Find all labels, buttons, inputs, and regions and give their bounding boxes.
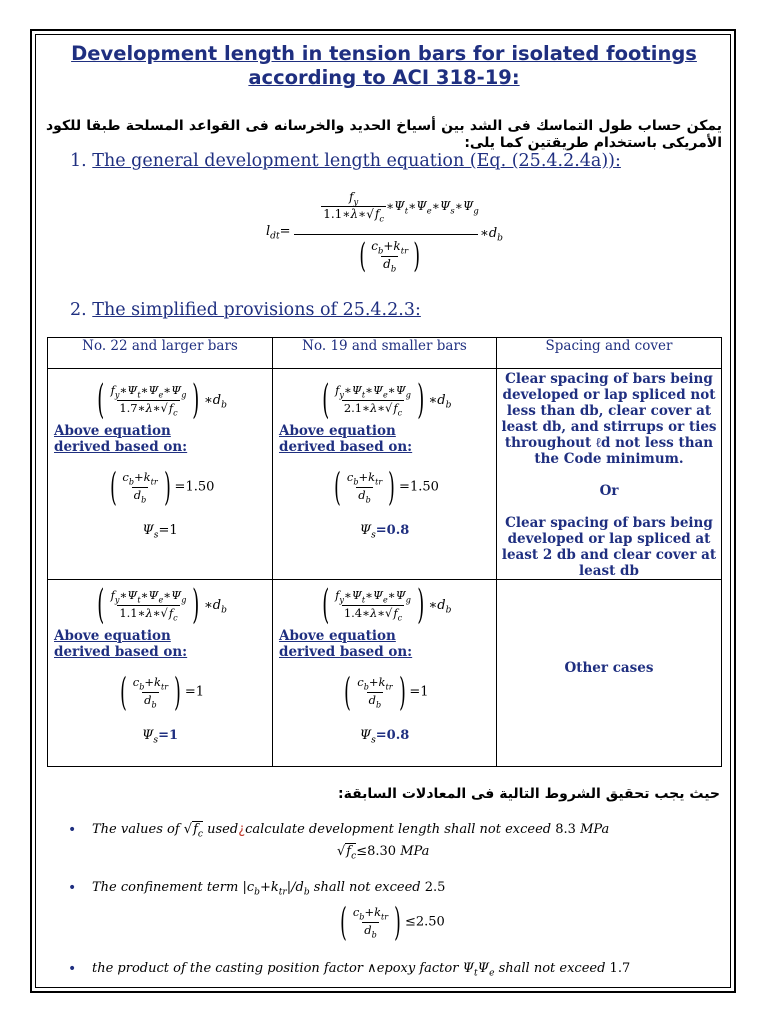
cell-small-bars-2 — [273, 580, 497, 767]
derived-label-small-1: Above equation derived based on: — [279, 423, 413, 455]
other-cases: Other cases — [564, 660, 654, 676]
denominator-small-2: 1.4 — [343, 605, 363, 620]
equation-large-bars-1: ( $\frac{f_y∗\Psi_t∗\Psi_e∗\Psi_g}{1.7∗\lambda∗√f_c}$ ) $∗d_b$ — [97, 377, 227, 423]
ratio-small-1: ( $\frac{c_b+k_{tr}}{d_b}$ ) =1.50 — [334, 465, 439, 509]
denominator-small-1: 2.1 — [343, 400, 363, 415]
provisions-table — [47, 337, 722, 767]
equation-fc-value: 8.30 — [367, 844, 397, 859]
arabic-intro: يمكن حساب طول التماسك فى الشد بين أسياخ الحديد والخرسانه فى القواعد المسلحة طبقا للكود الأمريكى باستخدام طريقتين كما يلى: — [46, 118, 722, 151]
bullet-1-limit: 8.3 — [555, 822, 576, 837]
bullet-1-text-b: used — [207, 822, 239, 837]
spacing-condition-b: Clear spacing of bars being developed or lap spliced at least 2 db and clear cover at least db — [501, 515, 717, 579]
denominator-large-1: 1.7 — [119, 400, 138, 415]
bullet-1-text-a: The values of — [92, 822, 180, 837]
ratio-large-1: ( $\frac{c_b+k_{tr}}{d_b}$ ) =1.50 — [109, 465, 215, 509]
bullet-confinement-limit: • The confinement term $|c_b+k_{tr}|/d_b$ shall not exceed 2.5 — [68, 880, 446, 898]
table-header-row — [48, 338, 722, 369]
bullet-dot-2: • — [68, 880, 77, 896]
general-equation: $l_{dt}=$ $\frac{f_y}{1.1∗\lambda∗√f_c}$ $∗\Psi_t∗\Psi_e∗\Psi_s∗\Psi_g$ $∗d_b$ ( $\frac{c_b+k_{tr}}{d_b}$ ) — [266, 190, 503, 276]
cell-spacing-1 — [497, 369, 722, 580]
heading-2-number: 2. — [70, 300, 87, 320]
bullet-3-text-b: epoxy factor — [376, 961, 459, 976]
bullet-product-limit: • the product of the casting position factor ∧epoxy factor $\Psi_t\Psi_e$ shall not exceed 1.7 — [68, 961, 631, 979]
psi-s-value-large-1: 1 — [169, 523, 178, 538]
bullet-3-text-a: the product of the casting position factor — [92, 961, 364, 976]
equation-confinement-limit: ( $\frac{c_b+k_{tr}}{d_b}$ ) ≤2.50 — [340, 900, 445, 944]
spacing-or: Or — [599, 483, 619, 499]
psi-s-large-1: $\Psi_s=1$ — [142, 523, 178, 541]
header-spacing-cover: Spacing and cover — [497, 338, 722, 369]
page-title: Development length in tension bars for isolated footings according to ACI 318-19: — [71, 42, 697, 89]
cell-large-bars-2 — [48, 580, 273, 767]
heading-general-equation — [70, 150, 621, 172]
psi-s-value-large-2: 1 — [168, 728, 179, 743]
heading-2-text: The simplified provisions of 25.4.2.3: — [92, 300, 421, 320]
header-small-bars: No. 19 and smaller bars — [273, 338, 497, 369]
bullet-3-limit: 1.7 — [609, 961, 631, 976]
spacing-condition-a: Clear spacing of bars being developed or lap spliced not less than db, clear cover at least db, and stirrups or ties throughout ℓd not less than the Code minimum. — [501, 371, 717, 467]
ratio-value-small-1: 1.50 — [409, 479, 439, 495]
bullet-2-text-a: The confinement term — [92, 880, 239, 895]
psi-s-large-2: $\Psi_s=1$ — [141, 728, 179, 746]
equation-fc-unit: MPa — [400, 844, 430, 859]
bullet-1-unit: MPa — [580, 822, 610, 837]
header-large-bars: No. 22 and larger bars — [48, 338, 273, 369]
psi-s-value-small-2: 0.8 — [386, 728, 410, 743]
bullet-dot-3: • — [68, 961, 77, 977]
bullet-2-limit: 2.5 — [424, 880, 446, 895]
psi-s-small-2: $\Psi_s=0.8$ — [359, 728, 410, 746]
table-row-2 — [48, 580, 722, 767]
cell-large-bars-1 — [48, 369, 273, 580]
derived-label-small-2: Above equation derived based on: — [279, 628, 413, 660]
cell-small-bars-1 — [273, 369, 497, 580]
derived-label-large-2: Above equation derived based on: — [54, 628, 188, 660]
ratio-value-small-2: 1 — [420, 684, 429, 700]
derived-label-large-1: Above equation derived based on: — [54, 423, 188, 455]
ratio-value-large-2: 1 — [195, 684, 205, 700]
bullet-2-text-b: shall not exceed — [313, 880, 421, 895]
ratio-large-2: ( $\frac{c_b+k_{tr}}{d_b}$ ) =1 — [119, 670, 205, 714]
bullet-dot-1: • — [68, 822, 77, 838]
equation-small-bars-1: ( $\frac{f_y∗\Psi_t∗\Psi_e∗\Psi_g}{2.1∗\lambda∗√f_c}$ ) $∗d_b$ — [321, 377, 452, 423]
table-row-1 — [48, 369, 722, 580]
equation-confinement-value: 2.50 — [415, 914, 445, 930]
cell-spacing-2 — [497, 580, 722, 767]
heading-simplified-provisions — [70, 299, 421, 321]
psi-s-value-small-1: 0.8 — [386, 523, 410, 538]
equation-fc-limit: $√f_c\le 8.30$ MPa — [337, 844, 430, 862]
ratio-value-large-1: 1.50 — [185, 479, 215, 495]
bullet-fc-limit: • The values of $√f_c$ used¿calculate development length shall not exceed 8.3 MPa — [68, 822, 610, 840]
psi-s-small-1: $\Psi_s=0.8$ — [359, 523, 410, 541]
denominator-large-2: 1.1 — [119, 605, 138, 620]
ratio-small-2: ( $\frac{c_b+k_{tr}}{d_b}$ ) =1 — [344, 670, 429, 714]
heading-1-number: 1. — [70, 151, 87, 171]
bullet-1-text-c: calculate development length shall not exceed — [245, 822, 552, 837]
bullet-3-text-c: shall not exceed — [498, 961, 606, 976]
heading-1-text: The general development length equation (Eq. (25.4.2.4a)): — [92, 151, 621, 171]
arabic-conditions: حيث يجب تحقيق الشروط التالية فى المعادلات السابقة: — [338, 786, 720, 802]
equation-large-bars-2: ( $\frac{f_y∗\Psi_t∗\Psi_e∗\Psi_g}{1.1∗\lambda∗√f_c}$ ) $∗d_b$ — [97, 582, 227, 628]
equation-small-bars-2: ( $\frac{f_y∗\Psi_t∗\Psi_e∗\Psi_g}{1.4∗\lambda∗√f_c}$ ) $∗d_b$ — [321, 582, 452, 628]
